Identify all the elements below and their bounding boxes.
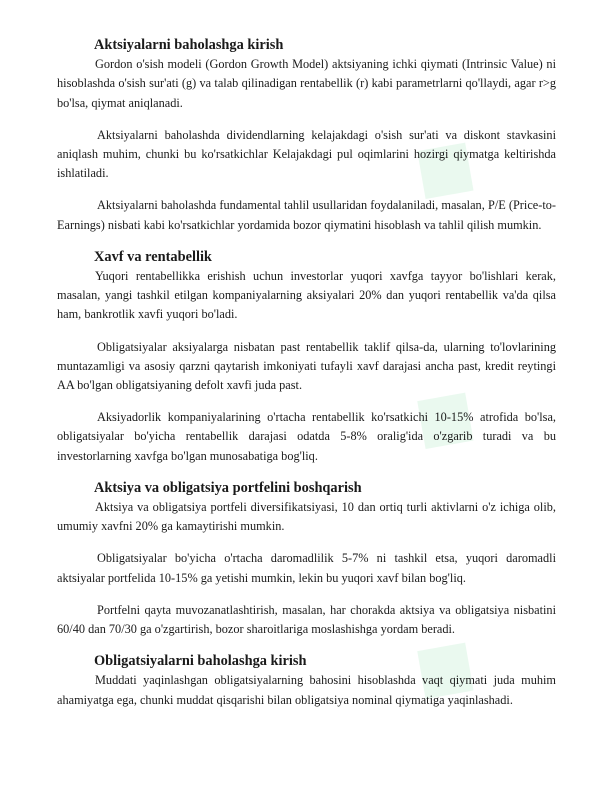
paragraph: Obligatsiyalar aksiyalarga nisbatan past rentabellik taklif qilsa-da, ularning to'lovlarining muntazamligi va asosiy qarzni qaytarish imkoniyati tufayli xavf darajasi ancha past, kredit reytingi AA bo'lgan obligatsiyaning defolt xavfi juda past. (57, 339, 556, 393)
paragraph: Obligatsiyalar bo'yicha o'rtacha daromadlilik 5-7% ni tashkil etsa, yuqori daromadli aktsiyalar portfelida 10-15% ga yetishi mumkin, lekin bu yuqori xavf bilan bog'liq. (57, 551, 556, 585)
paragraph: Muddati yaqinlashgan obligatsiyalarning bahosini hisoblashda vaqt qiymati juda muhim ahamiyatga ega, chunki muddat qisqarishi bilan obligatsiya nominal qiymatiga yaqinlashadi. (57, 673, 556, 707)
paragraph: Gordon o'sish modeli (Gordon Growth Model) aktsiyaning ichki qiymati (Intrinsic Value) ni hisoblashda o'sish sur'ati (g) va talab qilinadigan rentabellik (r) kabi parametrlarni qo'llaydi, agar r>g bo'lsa, qiymat aniqlanadi. (57, 57, 556, 110)
paragraph: Aktsiyalarni baholashda dividendlarning kelajakdagi o'sish sur'ati va diskont stavkasini aniqlash muhim, chunki bu ko'rsatkichlar Kelajakdagi pul oqimlarini hozirgi qiymatga keltirishda ishlatiladi. (57, 127, 556, 181)
paragraph: Yuqori rentabellikka erishish uchun investorlar yuqori xavfga tayyor bo'lishlari kerak, masalan, yangi tashkil etilgan kompaniyalarning aksiyalari 20% dan yuqori rentabellik va'da qilsa ham, bankrotlik xavfi yuqori bo'ladi. (57, 269, 556, 322)
section-risk-return (57, 248, 556, 466)
paragraph: Aktsiya va obligatsiya portfeli diversifikatsiyasi, 10 dan ortiq turli aktivlarni o'z ichiga olib, umumiy xavfni 20% ga kamaytirishi mumkin. (57, 500, 556, 534)
svg-text:◆: ◆ (391, 102, 508, 228)
paragraph: Portfelni qayta muvozanatlashtirish, masalan, har chorakda aktsiya va obligatsiya nisbatini 60/40 dan 70/30 ga o'zgartirish, bozor sharoitlariga moslashishga yordam beradi. (57, 602, 556, 637)
paragraph: Aksiyadorlik kompaniyalarining o'rtacha rentabellik ko'rsatkichi 10-15% atrofida bo'lsa, obligatsiyalar bo'yicha rentabellik darajasi odatda 5-8% oralig'ida o'zgarib turadi va bu investorlarning xavfga bo'lgan munosabatiga bog'liq. (57, 410, 556, 463)
section-heading: Aktsiya va obligatsiya portfelini boshqarish (94, 479, 362, 496)
section-portfolio-management (57, 479, 556, 639)
section-heading: Xavf va rentabellik (94, 248, 212, 265)
document-body (57, 36, 556, 710)
section-stock-valuation (57, 36, 556, 235)
svg-text:◆: ◆ (391, 352, 508, 478)
section-bond-valuation (57, 652, 556, 710)
section-heading: Aktsiyalarni baholashga kirish (94, 37, 284, 53)
section-heading: Obligatsiyalarni baholashga kirish (94, 653, 307, 670)
paragraph: Aktsiyalarni baholashda fundamental tahlil usullaridan foydalaniladi, masalan, P/E (Price-to-Earnings) nisbati kabi ko'rsatkichlar yordamida bozor qiymatini hisoblash va tahlil qilish mumkin. (57, 198, 556, 232)
svg-text:◆: ◆ (391, 602, 508, 728)
